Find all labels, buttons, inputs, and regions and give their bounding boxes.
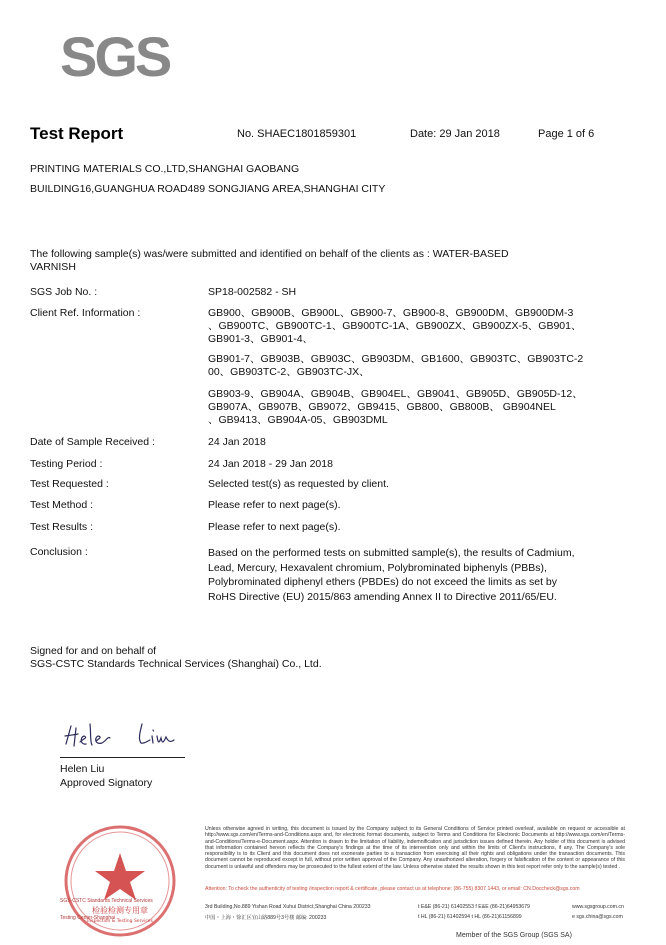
stamp-center-line: Testing Center-Shanghai [60,915,116,921]
test-method-value: Please refer to next page(s). [208,499,341,511]
test-results-label: Test Results : [30,521,94,533]
stamp-inner-text: 检验检测专用章 [92,906,148,915]
signature-line [60,757,185,758]
sgs-group-member: Member of the SGS Group (SGS SA) [456,932,572,939]
signatory-title: Approved Signatory [60,777,153,789]
client-address: BUILDING16,GUANGHUA ROAD489 SONGJIANG AREA,SHANGHAI CITY [30,183,386,195]
conclusion-label: Conclusion : [30,546,88,558]
authenticity-notice: Attention: To check the authenticity of testing /inspection report & certificate, please contact us at telephone: (86-755) 8307 1443, or email: CN.Doccheck@sgs.com [205,886,580,892]
date-received-label: Date of Sample Received : [30,436,155,448]
handwritten-signature [62,714,182,754]
page-indicator: Page 1 of 6 [538,128,595,140]
client-ref-line: GB903-9、GB904A、GB904B、GB904EL、GB9041、GB905D、GB905D-12、 [208,388,583,400]
sgs-logo [60,25,170,88]
conclusion-line: Lead, Mercury, Hexavalent chromium, Polybrominated biphenyls (PBBs), [208,561,547,574]
conclusion-text [208,546,618,604]
client-ref-para-3 [208,388,618,427]
report-number: No. SHAEC1801859301 [237,128,357,140]
test-results-value: Please refer to next page(s). [208,521,341,533]
client-ref-line: 、GB900TC、GB900TC-1、GB900TC-1A、GB900ZX、GB900ZX-5、GB901、 [208,320,582,332]
testing-period-label: Testing Period : [30,458,103,470]
client-name: PRINTING MATERIALS CO.,LTD,SHANGHAI GAOBANG [30,163,300,175]
signatory-name: Helen Liu [60,763,105,775]
logo-text: SGS [60,25,170,88]
client-ref-para-1 [208,307,618,346]
job-no-label: SGS Job No. : [30,286,98,298]
client-ref-line: 、GB9413、GB904A-05、GB903DML [208,414,388,426]
client-ref-label: Client Ref. Information : [30,307,141,319]
website: www.sgsgroup.com.cn [572,904,624,910]
phone-english: t E&E (86-21) 61402553 f E&E (86-21)64953679 [418,904,530,910]
client-ref-para-2 [208,353,618,379]
address-english: 3rd Building,No.889 Yishan Road Xuhui District,Shanghai China 200233 [205,904,371,910]
signatory [60,762,152,790]
test-requested-value: Selected test(s) as requested by client. [208,478,389,490]
address-chinese: 中国・上海・徐汇区宜山路889号3号楼 邮编: 200233 [205,915,327,921]
email: e sgs.china@sgs.com [572,914,623,920]
official-stamp [62,823,178,939]
phone-chinese: t HL (86-21) 61402594 t HL (86-21)61156899 [418,914,522,920]
client-ref-line: GB907A、GB907B、GB9072、GB9415、GB800、GB800B、 GB904NEL [208,401,556,413]
report-header [30,124,640,146]
date-received-value: 24 Jan 2018 [208,436,266,448]
client-ref-line: 00、GB903TC-2、GB903TC-JX、 [208,366,370,378]
stamp-company-line: SGS-CSTC Standards Technical Services [60,898,153,904]
report-title: Test Report [30,124,124,143]
conclusion-line: Polybrominated diphenyl ethers (PBDEs) do not exceed the limits as set by [208,576,558,588]
test-method-label: Test Method : [30,499,94,511]
intro-line-1: The following sample(s) was/were submitted and identified on behalf of the clients as : WATER-BASED [30,248,509,260]
client-ref-line: GB901-3、GB901-4、 [208,333,314,345]
stamp-inner-english: Inspection & Testing Services [87,919,153,924]
testing-period-value: 24 Jan 2018 - 29 Jan 2018 [208,458,333,470]
signed-on-behalf [30,645,322,671]
job-no-value: SP18-002582 - SH [208,286,297,298]
test-requested-label: Test Requested : [30,478,109,490]
signed-line-1: Signed for and on behalf of [30,645,157,657]
report-date: Date: 29 Jan 2018 [410,128,500,140]
conclusion-line: RoHS Directive (EU) 2015/863 amending Annex II to Directive 2011/65/EU. [208,590,557,603]
terms-fine-print: Unless otherwise agreed in writing, this document is issued by the Company subject to its General Conditions of Service printed overleaf, available on request or accessible at http://www.sgs.com/en/Terms-and-Conditions.aspx and, for electronic format documents, subject to Terms and Conditions for Electronic Documents at http://www.sgs.com/en/Terms-and-Conditions/Terms-e-Document.aspx. Attention is drawn to the limitation of liability, indemnification and jurisdiction issues defined therein. Any holder of this document is advised that information contained hereon reflects the Company's findings at the time of its intervention only and within the limits of Client's instructions, if any. The Company's sole responsibility is to its Client and this document does not exonerate parties to a transaction from exercising all their rights and obligations under the transaction documents. This document cannot be reproduced except in full, without prior written approval of the Company. Any unauthorized alteration, forgery or falsification of the content or appearance of this document is unlawful and offenders may be prosecuted to the fullest extent of the law. Unless otherwise stated the results shown in this test report refer only to the sample(s) tested . [205,826,625,870]
client-ref-line: GB901-7、GB903B、GB903C、GB903DM、GB1600、GB903TC、GB903TC-2 [208,353,584,365]
client-ref-line: GB900、GB900B、GB900L、GB900-7、GB900-8、GB900DM、GB900DM-3 [208,307,574,319]
intro-line-2: VARNISH [30,261,76,273]
conclusion-line: Based on the performed tests on submitted sample(s), the results of Cadmium, [208,547,575,559]
signed-line-2: SGS-CSTC Standards Technical Services (Shanghai) Co., Ltd. [30,658,322,670]
intro-text [30,248,590,274]
